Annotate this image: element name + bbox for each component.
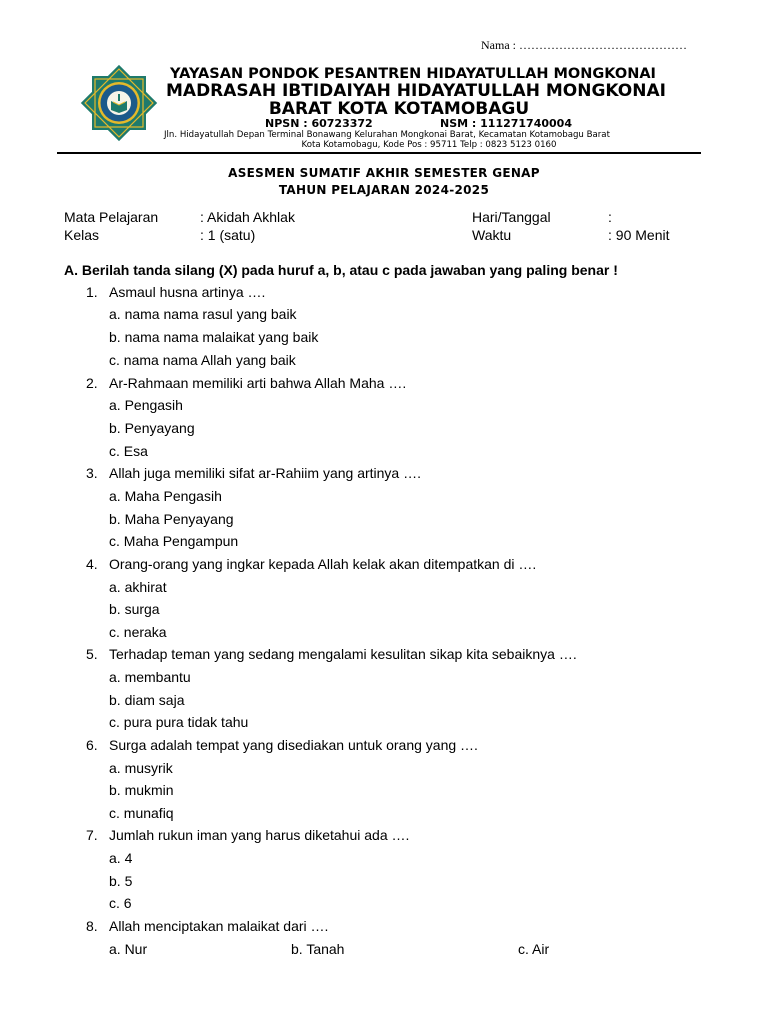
section-a-instruction: A. Berilah tanda silang (X) pada huruf a, b, atau c pada jawaban yang paling benar ! xyxy=(64,262,618,278)
question-text: Allah menciptakan malaikat dari …. xyxy=(109,918,329,934)
answer-option[interactable]: a. musyrik xyxy=(109,760,173,776)
question-number: 7. xyxy=(86,827,98,843)
question-number: 1. xyxy=(86,284,98,300)
answer-option[interactable]: b. 5 xyxy=(109,873,133,889)
day-label: Hari/Tanggal xyxy=(472,209,551,225)
answer-option[interactable]: c. pura pura tidak tahu xyxy=(109,714,249,730)
answer-option[interactable]: a. 4 xyxy=(109,850,133,866)
class-value: : 1 (satu) xyxy=(200,227,256,243)
school-name: MADRASAH IBTIDAIYAH HIDAYATULLAH MONGKONAI xyxy=(166,81,666,101)
question-text: Ar-Rahmaan memiliki arti bahwa Allah Maha …. xyxy=(109,375,407,391)
answer-option[interactable]: b. diam saja xyxy=(109,692,185,708)
time-value: : 90 Menit xyxy=(608,227,670,243)
question-number: 5. xyxy=(86,646,98,662)
npsn-number: NPSN : 60723372 xyxy=(265,117,373,130)
answer-option[interactable]: c. Esa xyxy=(109,443,148,459)
question-text: Surga adalah tempat yang disediakan untuk orang yang …. xyxy=(109,737,478,753)
answer-option[interactable]: a. Maha Pengasih xyxy=(109,488,222,504)
answer-option[interactable]: c. munafiq xyxy=(109,805,174,821)
answer-option[interactable]: c. nama nama Allah yang baik xyxy=(109,352,296,368)
subject-label: Mata Pelajaran xyxy=(64,209,159,225)
nsm-number: NSM : 111271740004 xyxy=(440,117,572,130)
question-number: 3. xyxy=(86,465,98,481)
answer-option[interactable]: b. Tanah xyxy=(291,941,345,957)
day-value[interactable]: : xyxy=(608,209,612,225)
answer-option[interactable]: a. Nur xyxy=(109,941,148,957)
answer-option[interactable]: b. nama nama malaikat yang baik xyxy=(109,329,319,345)
answer-option[interactable]: b. surga xyxy=(109,601,160,617)
answer-option[interactable]: a. nama nama rasul yang baik xyxy=(109,306,297,322)
question-text: Jumlah rukun iman yang harus diketahui ada …. xyxy=(109,827,410,843)
question-text: Asmaul husna artinya …. xyxy=(109,284,266,300)
answer-option[interactable]: c. 6 xyxy=(109,895,132,911)
exam-title: ASESMEN SUMATIF AKHIR SEMESTER GENAP xyxy=(228,166,540,180)
question-text: Allah juga memiliki sifat ar-Rahiim yang artinya …. xyxy=(109,465,421,481)
answer-option[interactable]: a. Pengasih xyxy=(109,397,183,413)
answer-option[interactable]: c. Air xyxy=(518,941,550,957)
answer-option[interactable]: b. Penyayang xyxy=(109,420,195,436)
question-number: 6. xyxy=(86,737,98,753)
answer-option[interactable]: a. membantu xyxy=(109,669,191,685)
foundation-name: YAYASAN PONDOK PESANTREN HIDAYATULLAH MONGKONAI xyxy=(170,66,656,82)
address-line-1: Jln. Hidayatullah Depan Terminal Bonawang Kelurahan Mongkonai Barat, Kecamatan Kotamobagu Barat xyxy=(164,130,610,140)
question-text: Terhadap teman yang sedang mengalami kesulitan sikap kita sebaiknya …. xyxy=(109,646,577,662)
question-number: 8. xyxy=(86,918,98,934)
answer-option[interactable]: c. neraka xyxy=(109,624,167,640)
question-text: Orang-orang yang ingkar kepada Allah kelak akan ditempatkan di …. xyxy=(109,556,537,572)
answer-option[interactable]: b. mukmin xyxy=(109,782,174,798)
school-location: BARAT KOTA KOTAMOBAGU xyxy=(268,99,530,119)
exam-year: TAHUN PELAJARAN 2024-2025 xyxy=(278,183,490,197)
answer-option[interactable]: b. Maha Penyayang xyxy=(109,511,234,527)
answer-option[interactable]: a. akhirat xyxy=(109,579,167,595)
class-label: Kelas xyxy=(64,227,100,243)
header-divider xyxy=(57,152,701,154)
question-number: 2. xyxy=(86,375,98,391)
answer-option[interactable]: c. Maha Pengampun xyxy=(109,533,239,549)
student-name-field[interactable]: Nama : …………………………………… xyxy=(481,38,687,52)
address-line-2: Kota Kotamobagu, Kode Pos : 95711 Telp : 0823 5123 0160 xyxy=(301,140,557,150)
subject-value: : Akidah Akhlak xyxy=(200,209,295,225)
time-label: Waktu xyxy=(472,227,512,243)
question-number: 4. xyxy=(86,556,98,572)
